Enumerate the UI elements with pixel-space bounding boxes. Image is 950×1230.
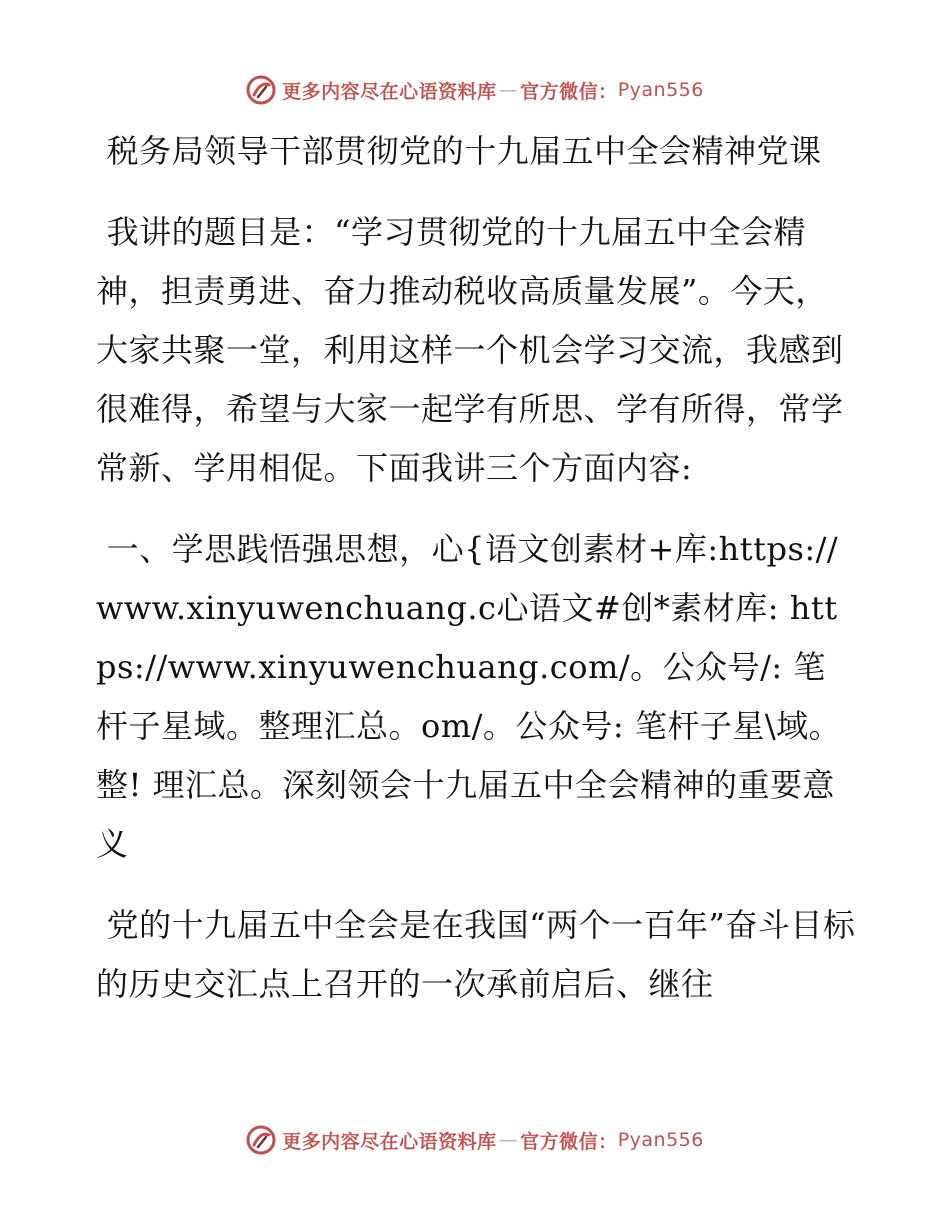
watermark-wechat-label: 官方微信： [520, 80, 618, 103]
header-watermark [0, 70, 950, 110]
pen-swirl-logo-icon [246, 1125, 276, 1155]
watermark-site-text: 更多内容尽在心语资料库 [282, 1130, 497, 1153]
watermark-separator: — [498, 1129, 519, 1151]
paragraph-section-one: 一、学思践悟强思想，心{语文创素材+库:https://www.xinyuwenchuang.c心语文#创*素材库: https://www.xinyuwenchuang.com/。公众号/: 笔杆子星域。整理汇总。om/。公众号: 笔杆子星\域。整! 理汇总。深刻领会十九届五中全会精神的重要意义 [96, 530, 842, 863]
watermark-site-text: 更多内容尽在心语资料库 [282, 80, 497, 103]
watermark-wechat-id: Pyan556 [617, 79, 704, 101]
footer-watermark [0, 1120, 950, 1160]
pen-swirl-logo-icon [246, 75, 276, 105]
paragraph-plenum: 党的十九届五中全会是在我国“两个一百年”奋斗目标的历史交汇点上召开的一次承前启后、继往 [96, 906, 856, 1003]
paragraph-intro: 我讲的题目是：“学习贯彻党的十九届五中全会精神，担责勇进、奋力推动税收高质量发展”。今天，大家共聚一堂，利用这样一个机会学习交流，我感到很难得，希望与大家一起学有所思、学有所得，常学常新、学用相促。下面我讲三个方面内容: [96, 213, 844, 487]
watermark-separator: — [498, 79, 519, 101]
watermark-wechat-id: Pyan556 [617, 1129, 704, 1151]
watermark-wechat-label: 官方微信： [520, 1130, 618, 1153]
document-title: 税务局领导干部贯彻党的十九届五中全会精神党课 [96, 132, 822, 170]
document-body [96, 122, 856, 1036]
